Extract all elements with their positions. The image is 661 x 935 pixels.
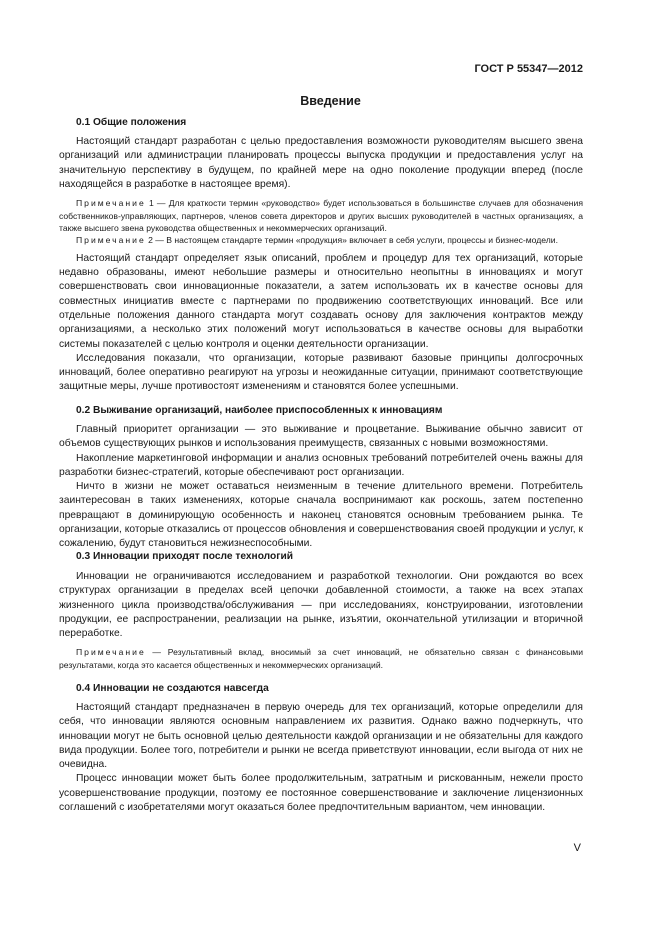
paragraph: Инновации не ограничиваются исследованием и разработкой технологии. Они рождаются во всех структурах организации в пределах всей цепочки добавленной стоимости, а также на всех этапах жизненного цикла производства/обслуживания — при исследованиях, конструировании, изготовлении продукции, ее распространении, реализации на рынке, изъятии, окончательной утилизации и вторичной переработке. <box>59 571 583 640</box>
paragraph: Настоящий стандарт предназначен в первую очередь для тех организаций, которые определили для себя, что инновации являются основным направлением их развития. Однако важно подчеркнуть, что инновации могут не быть основной целью деятельности каждой организации и не обязательны для каждого вида продукции. Более того, потребители и рынки не всегда приветствуют инновации, если выгода от них не очевидна. <box>59 702 583 771</box>
note-text: 2 — В настоящем стандарте термин «продукция» включает в себя услуги, процессы и бизнес-модели. <box>145 235 558 246</box>
section-0-2 <box>59 404 583 552</box>
note-label: Примечание <box>76 198 146 209</box>
paragraph: Настоящий стандарт определяет язык описаний, проблем и процедур для тех организаций, которые недавно образованы, имеют небольшие размеры и относительно неопытны в инновациях и могут совершенствовать свои инновационные показатели, а затем использовать их в качестве основы для совместных инициатив вместе с партнерами по продвижению соответствующих инноваций. Все или отдельные положения данного стандарта могут создавать основу для заключения контрактов между организациями, а несколько этих положений могут использоваться в качестве основы для выработки системы показателей с целью контроля и оценки деятельности организации. <box>59 252 583 350</box>
page-title: Введение <box>300 94 361 108</box>
paragraph: Исследования показали, что организации, которые развивают базовые принципы долгосрочных инноваций, более оперативно реагируют на угрозы и неожиданные ситуации, принимают соответствующие защитные меры, лучше противостоят изменениям и становятся более успешными. <box>59 352 583 393</box>
note-label: Примечание <box>76 647 146 658</box>
standard-number: ГОСТ Р 55347—2012 <box>474 63 583 75</box>
section-0-1 <box>59 116 583 395</box>
section-heading: 0.3 Инновации приходят после технологий <box>76 551 294 562</box>
note-2 <box>59 234 583 246</box>
page-number: V <box>573 842 581 854</box>
section-heading: 0.4 Инновации не создаются навсегда <box>76 683 269 694</box>
note-label: Примечание <box>76 235 146 246</box>
section-heading: 0.2 Выживание организаций, наиболее приспособленных к инновациям <box>76 405 443 416</box>
note <box>59 646 583 671</box>
paragraph: Главный приоритет организации — это выживание и процветание. Выживание обычно зависит от объемов существующих рынков и использования преимуществ, связанных с новыми возможностями. <box>59 424 583 450</box>
paragraph: Процесс инновации может быть более продолжительным, затратным и рискованным, нежели просто усовершенствование продукции, поэтому ее постоянное совершенствование и заключение лицензионных соглашений с изобретателями могут оказаться более предпочтительным вариантом, чем инновации. <box>59 773 583 814</box>
note-text: — Результативный вклад, вносимый за счет инноваций, не обязательно связан с финансовыми результатами, когда это касается общественных и некоммерческих организаций. <box>59 647 583 670</box>
section-0-3 <box>59 550 583 671</box>
section-0-4 <box>59 682 583 815</box>
paragraph: Ничто в жизни не может оставаться неизменным в течение длительного времени. Потребитель заинтересован в таких изменениях, которые сначала воспринимают как роскошь, затем постепенно превращают в доминирующую особенность и наконец становятся основным требованием рынка. Те организации, которые отказались от процессов обновления и совершенствования своей продукции и услуг, к сожалению, будут становиться нежизнеспособными. <box>59 481 583 550</box>
section-heading: 0.1 Общие положения <box>76 117 187 128</box>
note-text: 1 — Для краткости термин «руководство» будет использоваться в большинстве случаев для обозначения собственников-управляющих, партнеров, членов совета директоров и других высших руководителей в частных организациях, а также высшего звена руководства общественных и некоммерческих организаций. <box>59 198 583 233</box>
paragraph: Накопление маркетинговой информации и анализ основных требований потребителей очень важны для разработки бизнес-стратегий, которые обеспечивают рост организации. <box>59 452 583 478</box>
paragraph: Настоящий стандарт разработан с целью предоставления возможности руководителям высшего звена организаций или администрации планировать процессы выпуска продукции и предоставления услуг на значительную перспективу в будущем, по крайней мере на одно поколение продукции вперед (после находящейся в разработке в настоящее время). <box>59 136 583 190</box>
note-1 <box>59 197 583 234</box>
